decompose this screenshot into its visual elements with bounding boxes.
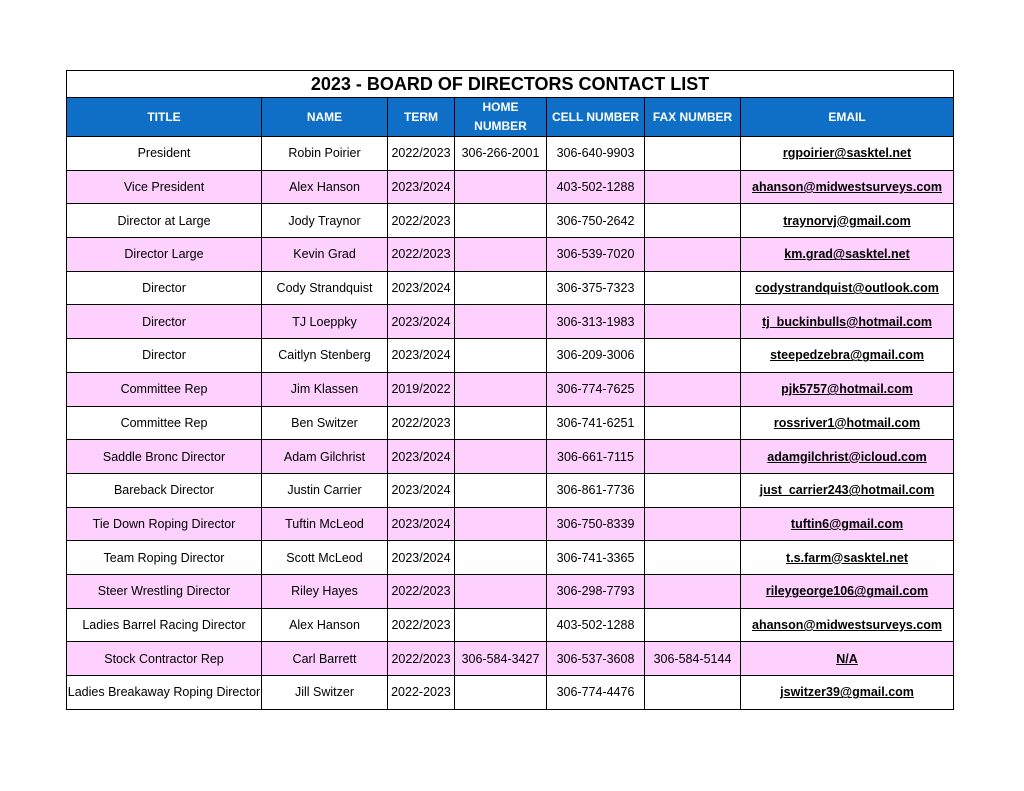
cell-title: Ladies Breakaway Roping Director <box>67 676 262 710</box>
table-row <box>67 339 954 373</box>
cell-name: Carl Barrett <box>262 642 388 676</box>
cell-email[interactable]: rgpoirier@sasktel.net <box>741 137 954 171</box>
cell-title: Stock Contractor Rep <box>67 642 262 676</box>
contact-list-sheet <box>66 70 953 710</box>
cell-term: 2023/2024 <box>388 170 455 204</box>
cell-email[interactable]: tj_buckinbulls@hotmail.com <box>741 305 954 339</box>
cell-name: Scott McLeod <box>262 541 388 575</box>
table-row <box>67 238 954 272</box>
header-term: TERM <box>388 98 455 137</box>
cell-cell-number: 306-861-7736 <box>547 473 645 507</box>
header-fax-number: FAX NUMBER <box>645 98 741 137</box>
cell-title: Director <box>67 305 262 339</box>
cell-email[interactable]: jswitzer39@gmail.com <box>741 676 954 710</box>
cell-name: Caitlyn Stenberg <box>262 339 388 373</box>
cell-email[interactable]: adamgilchrist@icloud.com <box>741 440 954 474</box>
cell-title: Steer Wrestling Director <box>67 574 262 608</box>
cell-fax-number <box>645 305 741 339</box>
cell-term: 2022/2023 <box>388 238 455 272</box>
cell-title: Committee Rep <box>67 406 262 440</box>
cell-fax-number: 306-584-5144 <box>645 642 741 676</box>
cell-cell-number: 306-313-1983 <box>547 305 645 339</box>
sheet-title: 2023 - BOARD OF DIRECTORS CONTACT LIST <box>67 71 954 98</box>
cell-title: Director Large <box>67 238 262 272</box>
cell-title: President <box>67 137 262 171</box>
cell-name: Robin Poirier <box>262 137 388 171</box>
cell-fax-number <box>645 372 741 406</box>
cell-email[interactable]: km.grad@sasktel.net <box>741 238 954 272</box>
cell-term: 2022/2023 <box>388 204 455 238</box>
table-row <box>67 608 954 642</box>
cell-email[interactable]: ahanson@midwestsurveys.com <box>741 170 954 204</box>
cell-fax-number <box>645 440 741 474</box>
cell-name: Tuftin McLeod <box>262 507 388 541</box>
cell-name: TJ Loeppky <box>262 305 388 339</box>
cell-cell-number: 306-774-4476 <box>547 676 645 710</box>
table-row <box>67 406 954 440</box>
cell-title: Director <box>67 271 262 305</box>
cell-home-number <box>455 170 547 204</box>
cell-fax-number <box>645 339 741 373</box>
cell-term: 2019/2022 <box>388 372 455 406</box>
cell-cell-number: 306-640-9903 <box>547 137 645 171</box>
table-row <box>67 642 954 676</box>
cell-home-number <box>455 473 547 507</box>
cell-cell-number: 306-375-7323 <box>547 271 645 305</box>
cell-term: 2022/2023 <box>388 406 455 440</box>
cell-home-number <box>455 541 547 575</box>
cell-email[interactable]: codystrandquist@outlook.com <box>741 271 954 305</box>
cell-cell-number: 306-209-3006 <box>547 339 645 373</box>
cell-home-number <box>455 339 547 373</box>
cell-cell-number: 306-537-3608 <box>547 642 645 676</box>
cell-title: Director at Large <box>67 204 262 238</box>
table-row <box>67 372 954 406</box>
cell-title: Director <box>67 339 262 373</box>
table-row <box>67 170 954 204</box>
cell-name: Alex Hanson <box>262 170 388 204</box>
cell-home-number <box>455 372 547 406</box>
table-row <box>67 507 954 541</box>
cell-term: 2023/2024 <box>388 473 455 507</box>
cell-home-number <box>455 574 547 608</box>
cell-home-number <box>455 608 547 642</box>
table-row <box>67 440 954 474</box>
cell-term: 2022-2023 <box>388 676 455 710</box>
cell-email[interactable]: traynorvj@gmail.com <box>741 204 954 238</box>
cell-title: Team Roping Director <box>67 541 262 575</box>
cell-term: 2023/2024 <box>388 440 455 474</box>
cell-fax-number <box>645 507 741 541</box>
cell-name: Riley Hayes <box>262 574 388 608</box>
cell-fax-number <box>645 137 741 171</box>
cell-name: Jim Klassen <box>262 372 388 406</box>
title-row <box>67 71 954 98</box>
cell-cell-number: 306-298-7793 <box>547 574 645 608</box>
cell-title: Tie Down Roping Director <box>67 507 262 541</box>
cell-name: Jill Switzer <box>262 676 388 710</box>
cell-term: 2022/2023 <box>388 574 455 608</box>
cell-email[interactable]: t.s.farm@sasktel.net <box>741 541 954 575</box>
cell-home-number: 306-266-2001 <box>455 137 547 171</box>
header-row <box>67 98 954 137</box>
cell-home-number <box>455 406 547 440</box>
cell-fax-number <box>645 238 741 272</box>
table-row <box>67 305 954 339</box>
cell-home-number: 306-584-3427 <box>455 642 547 676</box>
cell-cell-number: 403-502-1288 <box>547 608 645 642</box>
cell-cell-number: 306-774-7625 <box>547 372 645 406</box>
table-row <box>67 676 954 710</box>
table-row <box>67 137 954 171</box>
cell-email[interactable]: ahanson@midwestsurveys.com <box>741 608 954 642</box>
table-row <box>67 541 954 575</box>
header-email: EMAIL <box>741 98 954 137</box>
cell-cell-number: 306-661-7115 <box>547 440 645 474</box>
cell-fax-number <box>645 271 741 305</box>
table-row <box>67 574 954 608</box>
cell-name: Adam Gilchrist <box>262 440 388 474</box>
cell-title: Saddle Bronc Director <box>67 440 262 474</box>
cell-email[interactable]: just_carrier243@hotmail.com <box>741 473 954 507</box>
table-row <box>67 271 954 305</box>
cell-term: 2023/2024 <box>388 271 455 305</box>
cell-name: Kevin Grad <box>262 238 388 272</box>
cell-title: Vice President <box>67 170 262 204</box>
cell-home-number <box>455 238 547 272</box>
table-row <box>67 204 954 238</box>
cell-home-number <box>455 204 547 238</box>
cell-cell-number: 403-502-1288 <box>547 170 645 204</box>
cell-email[interactable]: rileygeorge106@gmail.com <box>741 574 954 608</box>
cell-name: Ben Switzer <box>262 406 388 440</box>
cell-email[interactable]: tuftin6@gmail.com <box>741 507 954 541</box>
cell-cell-number: 306-750-8339 <box>547 507 645 541</box>
cell-fax-number <box>645 574 741 608</box>
cell-cell-number: 306-750-2642 <box>547 204 645 238</box>
cell-fax-number <box>645 406 741 440</box>
cell-home-number <box>455 676 547 710</box>
cell-term: 2022/2023 <box>388 642 455 676</box>
cell-term: 2023/2024 <box>388 507 455 541</box>
cell-email[interactable]: steepedzebra@gmail.com <box>741 339 954 373</box>
cell-term: 2022/2023 <box>388 137 455 171</box>
cell-name: Cody Strandquist <box>262 271 388 305</box>
cell-home-number <box>455 305 547 339</box>
header-home-number: HOME NUMBER <box>455 98 547 137</box>
cell-cell-number: 306-539-7020 <box>547 238 645 272</box>
cell-fax-number <box>645 541 741 575</box>
cell-email[interactable]: pjk5757@hotmail.com <box>741 372 954 406</box>
cell-home-number <box>455 271 547 305</box>
contact-table <box>66 70 954 710</box>
header-name: NAME <box>262 98 388 137</box>
cell-term: 2023/2024 <box>388 541 455 575</box>
cell-cell-number: 306-741-6251 <box>547 406 645 440</box>
cell-home-number <box>455 440 547 474</box>
header-cell-number: CELL NUMBER <box>547 98 645 137</box>
cell-term: 2022/2023 <box>388 608 455 642</box>
cell-name: Alex Hanson <box>262 608 388 642</box>
cell-fax-number <box>645 473 741 507</box>
cell-email: N/A <box>741 642 954 676</box>
cell-name: Justin Carrier <box>262 473 388 507</box>
table-row <box>67 473 954 507</box>
cell-email[interactable]: rossriver1@hotmail.com <box>741 406 954 440</box>
cell-fax-number <box>645 676 741 710</box>
cell-title: Bareback Director <box>67 473 262 507</box>
cell-fax-number <box>645 170 741 204</box>
cell-title: Ladies Barrel Racing Director <box>67 608 262 642</box>
cell-home-number <box>455 507 547 541</box>
cell-name: Jody Traynor <box>262 204 388 238</box>
cell-fax-number <box>645 204 741 238</box>
cell-title: Committee Rep <box>67 372 262 406</box>
cell-term: 2023/2024 <box>388 339 455 373</box>
header-title: TITLE <box>67 98 262 137</box>
cell-term: 2023/2024 <box>388 305 455 339</box>
cell-cell-number: 306-741-3365 <box>547 541 645 575</box>
cell-fax-number <box>645 608 741 642</box>
